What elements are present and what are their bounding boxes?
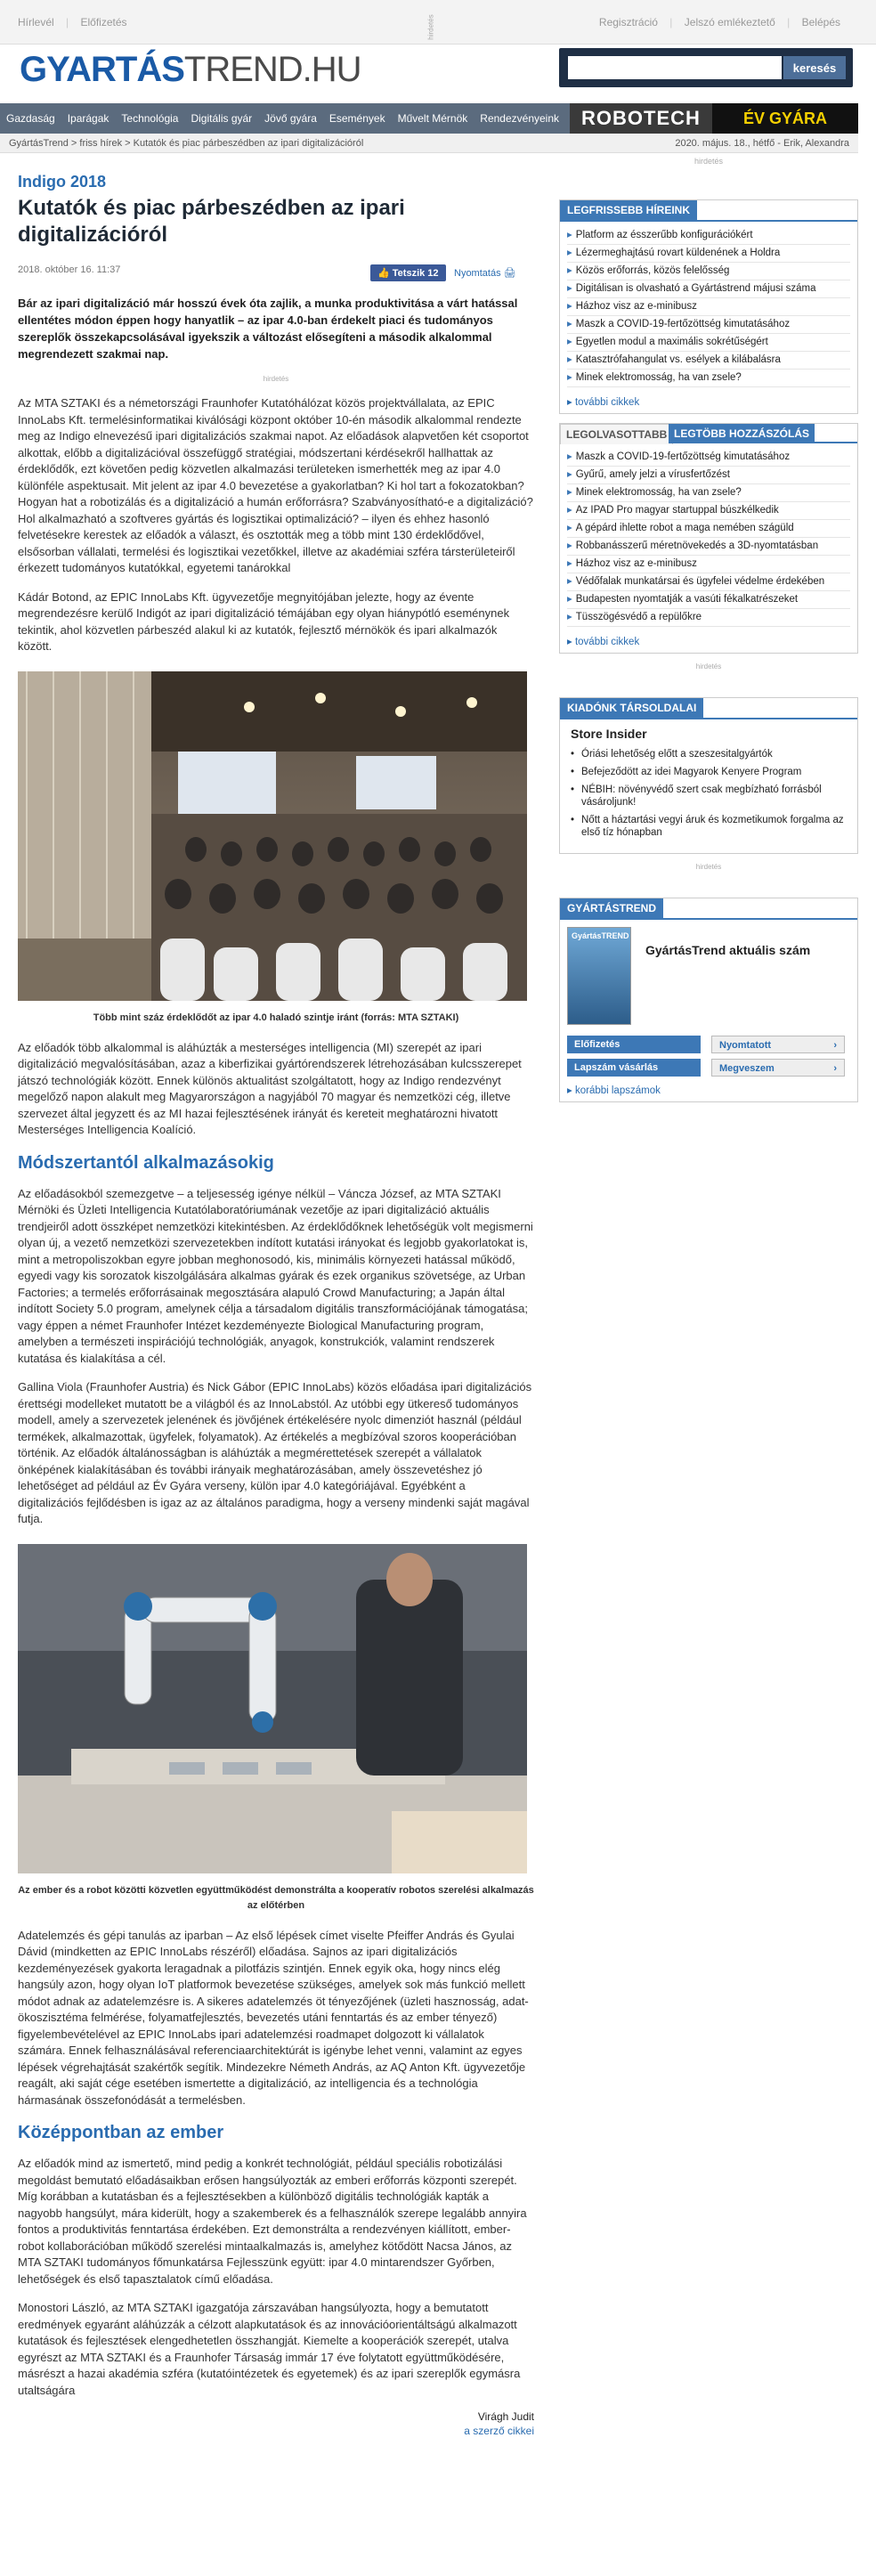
popular-item[interactable]: ▸ Budapesten nyomtatják a vasúti fékalkatrészeket [567,591,850,609]
photo-caption: Több mint száz érdeklődőt az ipar 4.0 haladó szintje iránt (forrás: MTA SZTAKI) [93,1012,459,1023]
article-paragraph: Az előadók mind az ismertető, mind pedig a konkrét technológiát, például speciális robotizálási megoldást bemutató előadásaikban erősen hangsúlyozták az emberi erőforrás központi szerepét. Míg korábban a kutatásban és a fejlesztésekben a különböző digitális technológiák kapták a nagyobb hangsúlyt, mára kiderült, hogy a szakemberek és a felhasználók szerepe legalább annyira fontos a produktivitás fenntartása érdekében. Ezt demonstrálta a rendezvényen kiállított, ember-robot kollaborációban működő szerelési mintaalkalmazás is, amelyhez kötődött Nacsa János, az MTA SZTAKI tudományos főmunkatársa Fejlesszünk együtt: ipar 4.0 mintarendszer Győrben, lehetőségek és első tapasztalatok című előadása. [18,2157,527,2286]
sister-sites-heading: KIADÓNK TÁRSOLDALAI [560,698,703,718]
thumbs-up-icon: 👍 [377,268,390,279]
author-name: Virágh Judit [477,2410,534,2423]
nav-item-technologia[interactable]: Technológia [121,112,179,125]
ad-label: hirdetés [694,157,724,166]
store-insider-item[interactable]: • Befejeződött az idei Magyarok Kenyere Program [571,766,847,778]
nav-item-rendezvenyeink[interactable]: Rendezvényeink [480,112,560,125]
facebook-like-label: Tetszik 12 [392,268,439,279]
latest-news-item[interactable]: ▸ Közös erőforrás, közös felelősség [567,263,850,280]
ad-label: hirdetés [426,14,435,40]
main-nav [0,103,858,134]
ad-label: hirdetés [695,662,722,670]
issue-purchase-label: Lapszám vásárlás [567,1059,701,1077]
magazine-cover-title: GyártásTREND [572,931,629,940]
latest-news-item[interactable]: ▸ Maszk a COVID-19-fertőzöttség kimutatásához [567,316,850,334]
main-column [0,153,552,2438]
popular-item[interactable]: ▸ Házhoz visz az e-minibusz [567,556,850,573]
sidebar [559,153,858,1111]
sister-sites-box [559,697,858,854]
chevron-right-icon: › [833,1040,837,1051]
breadcrumb-section[interactable]: friss hírek [79,138,123,149]
printed-subscription-label: Nyomtatott [719,1040,772,1051]
article-paragraph: Az előadók több alkalommal is aláhúzták a mesterséges intelligencia (MI) szerepét az ipari digitalizáció megvalósításában, azaz a kiberfizikai gyártórendszerek létrehozásában kulcsszerepet játszó technológiák között. Ennek különös aktualitást szolgáltatott, hogy az Indigo rendezvényt megelőző napon alakult meg Magyarországon a nagyjából 70 magyar és nemzetközi cég, illetve szervezet által jegyzett és az MI hazai fejlesztésének irányát és kereteit meghatározni hivatott Mesterséges Intelligencia Koalíció. [18,1040,522,1136]
register-link[interactable]: Regisztráció [598,16,658,28]
password-reminder-link[interactable]: Jelszó emlékeztető [684,16,775,28]
article [0,173,552,2438]
nav-item-esemenyek[interactable]: Események [328,112,385,125]
popular-item[interactable]: ▸ Tüsszögésvédő a repülőkre [567,609,850,627]
more-articles-link[interactable]: ▸ további cikkek [567,397,640,408]
popular-item[interactable]: ▸ A gépárd ihlette robot a maga nemében szágüld [567,520,850,538]
latest-news-item[interactable]: ▸ Digitálisan is olvasható a Gyártástrend májusi száma [567,280,850,298]
newsletter-link[interactable]: Hírlevél [18,16,54,28]
magazine-box [559,898,858,1102]
article-lead: Bár az ipari digitalizáció már hosszú évek óta zajlik, a munka produktivitása a várt hatással ellentétes módon éppen hogy hanyatlik – az ipar 4.0-ban érdekelt piaci és tudományos szereplők összekapcsolásával igyekszik a változást elősegíteni a második alkalommal megrendezett szakmai nap. [18,297,518,361]
photo-caption: Az ember és a robot közötti közvetlen együttműködést demonstrálta a kooperatív robotos szerelési alkalmazás az előtérben [18,1884,534,1911]
popular-item[interactable]: ▸ Minek elektromosság, ha van zsele? [567,484,850,502]
store-insider-title[interactable]: Store Insider [571,727,647,741]
breadcrumb-current: Kutatók és piac párbeszédben az ipari digitalizációról [133,138,364,149]
subscription-label: Előfizetés [567,1036,701,1053]
search-button[interactable]: keresés [783,56,846,79]
popular-item[interactable]: ▸ Robbanásszerű méretnövekedés a 3D-nyomtatásban [567,538,850,556]
facebook-like-button[interactable] [370,264,446,281]
buy-issue-label: Megveszem [719,1063,775,1074]
article-kicker[interactable]: Indigo 2018 [18,173,107,191]
section-heading: Középpontban az ember [18,2123,224,2142]
more-articles-label: további cikkek [574,637,640,647]
nav-item-muvelt-mernok[interactable]: Művelt Mérnök [397,112,468,125]
article-author [18,2409,534,2438]
ad-label: hirdetés [263,375,289,383]
store-insider-item[interactable]: • NÉBIH: növényvédő szert csak megbízható forrásból vásároljunk! [571,784,847,809]
ad-label: hirdetés [695,863,722,871]
latest-news-box [559,199,858,414]
latest-news-item[interactable]: ▸ Lézermeghajtású rovart küldenének a Holdra [567,245,850,263]
print-link[interactable] [454,267,516,279]
site-logo[interactable]: GYARTÁSTREND.HU [20,50,361,89]
printer-icon: 🖨 [503,268,516,279]
ev-gyara-banner[interactable]: ÉV GYÁRA [712,103,858,134]
article-meta [18,264,534,284]
store-insider-item[interactable]: • Óriási lehetőség előtt a szeszesitalgyártók [571,748,847,760]
article-title: Kutatók és piac párbeszédben az ipari digitalizációról [18,196,405,247]
article-paragraph: Az MTA SZTAKI és a németországi Fraunhofer Kutatóhálózat közös projektvállalata, az EPIC InnoLabs Kft. termelésinformatikai kiválósági központ október 10-én második alkalommal rendezte meg az Indigo elnevezésű ipari digitalizációs szakmai napot. Az előadások alapvetően két csoportot alkottak, előbb a digitalizációval összefüggő stratégiai, módszertani kérdésekről hallhattak az érdeklődők, ezt követően pedig közvetlen alkalmazási területeken ismerhették meg az ipar 4.0 különféle aspektusait. Mit jelent az ipar 4.0 bevezetése a gyakorlatban? Ki hol tart a fokozatokban? Hogyan hat a robotizálás és a digitalizáció a humán erőforrásra? Szabványosítható-e a digitalizáció? Hol alkalmazható a szoftveres gyártás és logisztikai optimalizáció? – ilyen és ehhez hasonló felvetésekre kerestek az előadók a választ, és osztották meg a több mint 130 érdeklődővel, elsősorban vállalati, termelési és logisztikai vezetőkkel, illetve az akadémiai szféra társterületeiről érkezett tudományos kutatókkal, egyetemi tanárokkal [18,396,533,574]
section-heading: Módszertantól alkalmazásokig [18,1152,274,1173]
printed-subscription-button[interactable] [711,1036,845,1053]
article-paragraph: Kádár Botond, az EPIC InnoLabs Kft. ügyvezetője megnyitójában jelezte, hogy az évente megrendezésre kerülő Indigót az ipari digitalizáció témájában egy olyan hiánypótló eseménynek tekintik, ahol közvetlen párbeszéd alakul ki az kutatók, fejlesztő mérnökök és ipari alkalmazók között. [18,589,510,653]
article-paragraph: Az előadásokból szemezgetve – a teljesesség igénye nélkül – Váncza József, az MTA SZTAKI Mérnöki és Üzleti Intelligencia Kutatólaboratóriumának vezetője az ipari digitalizáció aktuális trendjeiről adott összképet nemzetközi kitekintésben. Az érdeklődőknek lehetőségük volt megismerni olyan új, a vezető nemzetközi szervezetekben indított kutatási irányokat és legjobb gyakorlatokat is, mint a metropoliszokban egyre jobban meghonosodó, kis, minimális környezeti hatással működő, egyedi vagy kis sorozatok kiszolgálására alkalmas gyárak és ezek organikus szövetsége, az Urban Factories; a termelés erőforrásainak megosztására alapuló Crowd Manufacturing; a Japán által indított Society 5.0 program, amelynek célja a társadalom digitális transzformációjának támogatása; vagy éppen a német Fraunhofer Intézet kezdeményezte Biological Manufacturing program, amelyben a természeti inspirációjú technológiák, anyagok, konstrukciók, valamint rendszerek kutatása és kialakítása a cél. [18,1186,533,1365]
magazine-current-issue[interactable]: GyártásTrend aktuális szám [645,943,811,957]
nav-item-digitalis-gyar[interactable]: Digitális gyár [191,112,253,125]
breadcrumb-home[interactable]: GyártásTrend [9,138,69,149]
more-articles-label: további cikkek [574,397,640,408]
nav-item-iparagak[interactable]: Iparágak [67,112,110,125]
popular-item[interactable]: ▸ Az IPAD Pro magyar startuppal búszkélkedik [567,502,850,520]
top-strip: Hírlevél | Előfizetés hirdetés Regisztráció | Jelszó emlékeztető | Belépés [0,0,876,45]
magazine-heading: GYÁRTÁSTREND [560,898,663,918]
robot-assembly-photo [18,1544,527,1873]
search-input[interactable] [568,56,782,79]
latest-news-heading: LEGFRISSEBB HÍREINK [560,200,697,220]
popular-item[interactable]: ▸ Védőfalak munkatársai és ügyfelei védelme érdekében [567,573,850,591]
nav-item-jovo-gyara[interactable]: Jövő gyára [264,112,317,125]
latest-news-item[interactable]: ▸ Minek elektromosság, ha van zsele? [567,370,850,387]
magazine-cover[interactable] [567,927,631,1025]
subscribe-link[interactable]: Előfizetés [80,16,127,28]
latest-news-item[interactable]: ▸ Katasztrófahangulat vs. esélyek a kilábalásra [567,352,850,370]
tab-most-comments[interactable]: LEGTÖBB HOZZÁSZÓLÁS [669,424,815,443]
nav-item-gazdasag[interactable]: Gazdaság [6,112,55,125]
popular-box [559,423,858,654]
previous-issues-link[interactable]: ▸ korábbi lapszámok [567,1085,661,1096]
author-articles-link[interactable]: a szerző cikkei [464,2425,534,2437]
article-date: 2018. október 16. 11:37 [18,264,121,275]
popular-item[interactable]: ▸ Maszk a COVID-19-fertőzöttség kimutatásához [567,449,850,467]
robotech-banner[interactable]: ROBOTECH [570,103,712,134]
print-link-label: Nyomtatás [454,268,501,279]
tab-most-read[interactable]: LEGOLVASOTTABB [560,424,673,444]
latest-news-item[interactable]: ▸ Platform az ésszerűbb konfigurációkért [567,227,850,245]
login-link[interactable]: Belépés [801,16,840,28]
search-box [559,48,853,87]
conference-hall-photo [18,671,527,1001]
current-date: 2020. május. 18., hétfő - Erik, Alexandra [675,138,849,149]
store-insider-item[interactable]: • Nőtt a háztartási vegyi áruk és kozmetikumok forgalma az első tíz hónapban [571,814,847,839]
buy-issue-button[interactable] [711,1059,845,1077]
article-paragraph: Monostori László, az MTA SZTAKI igazgatója zárszavában hangsúlyozta, hogy a bemutatott eredmények egyaránt aláhúzzák a célzott alapkutatások és az innovációorientáltságú alkalmazott kutatások és fejlesztések elengedhetetlen összhangját. Kiemelte a kooperációk szerepét, utalva egyrészt az MTA SZTAKI és a Fraunhofer Társaság immár 17 éve folytatott együttműködésére, másrészt a hazai akadémia szféra (kutatóintézetek és egyetemek) és az ipari szereplők egymásra utaltságára [18,2301,521,2397]
latest-news-item[interactable]: ▸ Házhoz visz az e-minibusz [567,298,850,316]
breadcrumb: GyártásTrend > friss hírek > Kutatók és piac párbeszédben az ipari digitalizációról 2020. május. 18., hétfő - Erik, Alexandra [0,134,858,153]
article-paragraph: Gallina Viola (Fraunhofer Austria) és Nick Gábor (EPIC InnoLabs) közös előadása ipari digitalizációs érettségi modelleket mutatott be a világból és az InnoLabstól. Az utóbbi egy ütkereső tudományos modell, amely a szervezetek jelenének és jövőjének értékelésére nyolc dimenziót használ (például termékek, alkalmazottak, ügyfelek, folyamatok). Az értékelés a megbízóval szoros kooperációban történik. Az előadók általánosságban is aláhúzták a megmérettetések szerepét a vállalatok önképének kialakításában és további irányaik meghatározásában, amely összevetéshez jó lehetőséget ad például az Év Gyára verseny, külön ipar 4.0 kategóriájával. Egyébként a digitalizációs fejlődésben is igaz az az általános paradigma, hogy a verseny mindenki saját magával futja. [18,1380,532,1525]
latest-news-item[interactable]: ▸ Egyetlen modul a maximális sokrétűségért [567,334,850,352]
chevron-right-icon: › [833,1063,837,1074]
popular-item[interactable]: ▸ Gyűrű, amely jelzi a vírusfertőzést [567,467,850,484]
more-articles-link[interactable]: ▸ további cikkek [567,637,640,647]
article-paragraph: Adatelemzés és gépi tanulás az iparban – Az első lépések címet viselte Pfeiffer András és Gyulai Dávid (mindketten az EPIC InnoLabs részéről) előadása. Sajnos az ipari digitalizációs kezdeményezések gyakorta leragadnak a pilotfázis szintjén. Ennek egyik oka, hogy nincs elég hangsúly azon, hogy olyan IoT platformok bevezetése szükséges, amelyek sok más funkció mellett módot adnak az adatelemzésre is. A sikeres adatelemzés öt tényezőjének (üzleti hasznosság, adat-ökoszisztéma felmérése, folyamatfejlesztés, bevezetés utáni fenntartás és az ember tényező) figyelembevételével az EPIC InnoLabs ipari adatelemzési roadmapet dolgozott ki vállalatok számára. Ennek felhasználásával referenciaarchitektúrát is igénybe lehet venni, valamint az egyes lépések végrehajtását szakértők segítik. Mindezekre Németh András, az AQ Anton Kft. ügyvezetője reagált, aki saját cége esetében ismertette a digitalizáció, az intelligencia és a technológia hármasának összefonódását a termelésben. [18,1928,529,2107]
previous-issues-label: korábbi lapszámok [574,1085,661,1096]
